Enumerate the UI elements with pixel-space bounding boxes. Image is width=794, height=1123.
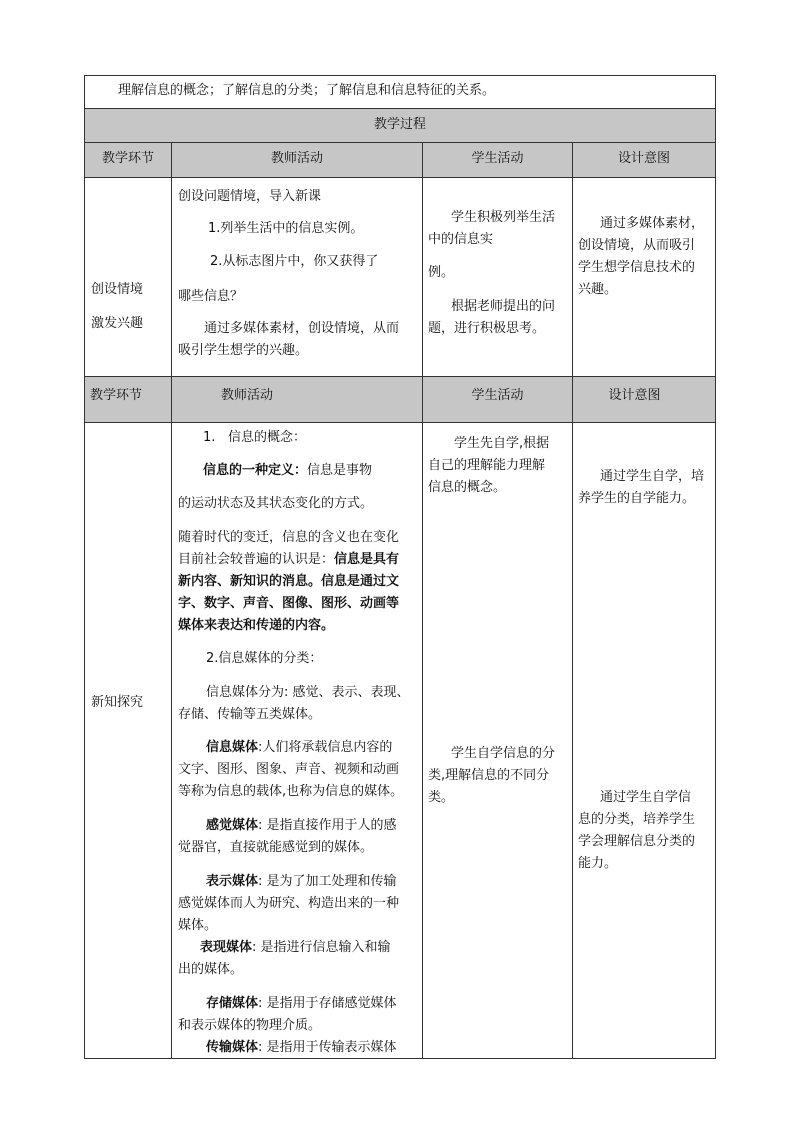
para2-line2-b: 信息是具有 xyxy=(334,552,400,567)
para2-line2-a: 目前社会较普遍的认识是： xyxy=(178,552,335,567)
teacher-line: 哪些信息？ xyxy=(178,289,244,304)
teacher-line: 1.列举生活中的信息实例。 xyxy=(208,221,364,236)
teacher-line: 创设问题情境，导入新课 xyxy=(178,189,322,204)
item1-number: 1. xyxy=(203,430,216,445)
media-line1 xyxy=(206,737,392,758)
sense-line2: 觉器官，直接就能感觉到的媒体。 xyxy=(178,840,374,855)
item2-title: 2.信息媒体的分类： xyxy=(206,651,323,666)
para2-line4: 字、数字、声音、图像、图形、动画等 xyxy=(178,596,400,611)
student-line: 学生积极列举生活 xyxy=(451,210,556,225)
stage-label-line1: 创设情境 xyxy=(91,282,144,297)
teacher-line: 2.从标志图片中，你又获得了 xyxy=(210,254,379,269)
media-line3: 等称为信息的载体,也称为信息的媒体。 xyxy=(178,784,404,799)
sense-label: 感觉媒体 xyxy=(206,818,259,833)
repr-text: : 是为了加工处理和传输 xyxy=(258,874,397,889)
repr-line1 xyxy=(206,871,397,892)
repr-label: 表示媒体 xyxy=(206,874,259,889)
design-line: 学生想学信息技术的 xyxy=(578,260,696,275)
student-line: 中的信息实 xyxy=(428,232,494,247)
store-line2: 和表示媒体的物理介质。 xyxy=(178,1018,322,1033)
student-line: 信息的概念。 xyxy=(428,480,507,495)
para2-line2 xyxy=(178,549,399,570)
header-design-2: 设计意图 xyxy=(608,388,661,403)
design-line: 通过学生自学，培 xyxy=(600,469,705,484)
header-stage: 教学环节 xyxy=(101,151,154,166)
definition-line xyxy=(203,460,372,481)
header-design: 设计意图 xyxy=(617,151,670,166)
repr-line2: 感觉媒体而人为研究、构造出来的一种 xyxy=(178,896,400,911)
sense-text: : 是指直接作用于人的感 xyxy=(258,818,397,833)
store-text: : 是指用于存储感觉媒体 xyxy=(258,996,397,1011)
student-line: 例。 xyxy=(428,265,455,280)
repr-line3: 媒体。 xyxy=(178,918,218,933)
classify-line1: 信息媒体分为: 感觉、表示、表现、 xyxy=(206,685,410,700)
perf-line1 xyxy=(200,937,391,958)
design-line: 兴趣。 xyxy=(578,282,618,297)
student-line: 学生自学信息的分 xyxy=(451,746,556,761)
definition-label: 信息的一种定义： xyxy=(203,463,308,478)
trans-line1 xyxy=(206,1037,397,1058)
definition-cont: 的运动状态及其状态变化的方式。 xyxy=(178,496,374,511)
student-line: 根据老师提出的问 xyxy=(451,299,556,314)
student-line: 题，进行积极思考。 xyxy=(428,321,546,336)
objectives-text: 理解信息的概念；了解信息的分类；了解信息和信息特征的关系。 xyxy=(118,83,496,98)
sense-line1 xyxy=(206,815,397,836)
design-line: 养学生的自学能力。 xyxy=(578,491,696,506)
design-line: 通过学生自学信 xyxy=(600,790,692,805)
teacher-line: 通过多媒体素材，创设情境，从而 xyxy=(204,321,400,336)
design-line: 学会理解信息分类的 xyxy=(578,834,696,849)
process-title: 教学过程 xyxy=(373,117,426,132)
student-line: 类。 xyxy=(428,790,455,805)
design-line: 通过多媒体素材， xyxy=(600,216,705,231)
store-label: 存储媒体 xyxy=(206,996,259,1011)
header-teacher-2: 教师活动 xyxy=(221,388,274,403)
para2-line1: 随着时代的变迁，信息的含义也在变化 xyxy=(178,530,400,545)
item1-title: 信息的概念： xyxy=(228,430,307,445)
store-line1 xyxy=(206,993,397,1014)
header-student-2: 学生活动 xyxy=(471,388,524,403)
para2-line5: 媒体来表达和传递的内容。 xyxy=(178,618,335,633)
teacher-line: 吸引学生想学的兴趣。 xyxy=(178,343,309,358)
trans-text: : 是指用于传输表示媒体 xyxy=(258,1040,397,1055)
header-student: 学生活动 xyxy=(471,151,524,166)
design-line: 能力。 xyxy=(578,856,618,871)
media-line2: 文字、图形、图象、声音、视频和动画 xyxy=(178,762,400,777)
stage-label-new-knowledge: 新知探究 xyxy=(91,695,144,710)
stage-label-line2: 激发兴趣 xyxy=(91,316,144,331)
para2-line3: 新内容、新知识的消息。信息是通过文 xyxy=(178,574,400,589)
design-line: 创设情境，从而吸引 xyxy=(578,238,696,253)
student-line: 类,理解信息的不同分 xyxy=(428,768,550,783)
student-line: 自己的理解能力理解 xyxy=(428,458,546,473)
definition-text: 信息是事物 xyxy=(307,463,373,478)
trans-label: 传输媒体 xyxy=(206,1040,259,1055)
design-line: 息的分类，培养学生 xyxy=(578,812,696,827)
classify-line2: 存储、传输等五类媒体。 xyxy=(178,707,322,722)
media-label: 信息媒体 xyxy=(206,740,259,755)
student-line: 学生先自学,根据 xyxy=(454,436,550,451)
perf-text: : 是指进行信息输入和输 xyxy=(252,940,391,955)
header-teacher: 教师活动 xyxy=(270,151,323,166)
header-stage-2: 教学环节 xyxy=(90,388,143,403)
perf-line2: 出的媒体。 xyxy=(178,962,244,977)
perf-label: 表现媒体 xyxy=(200,940,253,955)
media-text: :人们将承载信息内容的 xyxy=(258,740,393,755)
